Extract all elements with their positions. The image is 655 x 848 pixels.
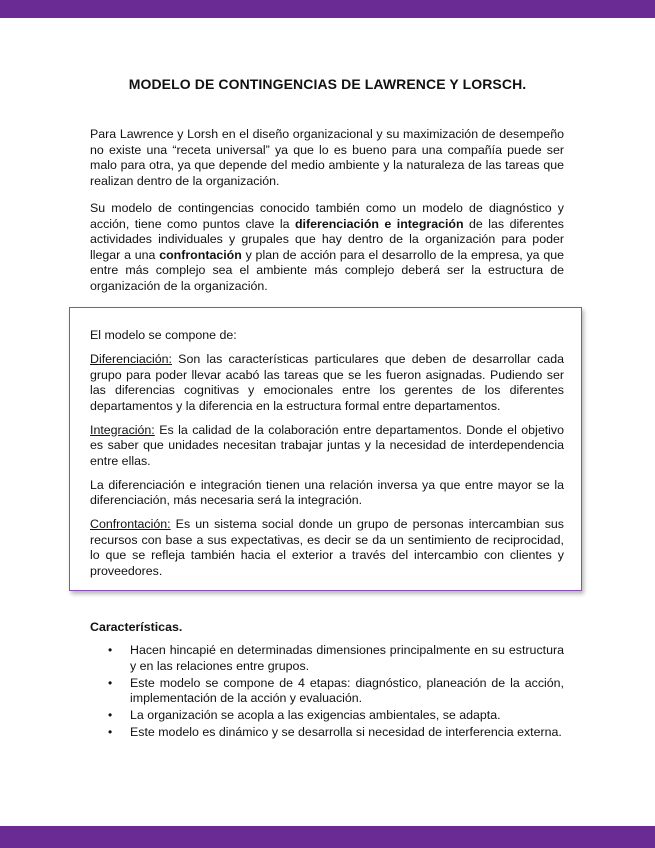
top-accent-band [0, 0, 655, 18]
confrontacion-definition [90, 517, 564, 579]
model-paragraph-text-3: y plan de acción para el desarrollo de la empresa, ya que entre más complejo sea el ambiente más complejo deberá ser la estructura de organización de la organización. [90, 247, 565, 293]
list-item-text: La organización se acopla a las exigencias ambientales, se adapta. [130, 708, 501, 722]
model-paragraph-bold-1: diferenciación e integración [294, 216, 464, 231]
confrontacion-text: Es un sistema social donde un grupo de personas intercambian sus recursos con base a sus expectativas, es decir se da un sentimiento de reciprocidad, lo que se refleja también hacia el exterior a través del intercambio con clientes y proveedores. [90, 517, 564, 578]
diferenciacion-term: Diferenciación: [90, 352, 172, 366]
list-item [90, 708, 564, 724]
integracion-term: Integración: [90, 422, 155, 437]
list-item [90, 643, 564, 674]
inverse-relation-paragraph: La diferenciación e integración tienen una relación inversa ya que entre mayor se la diferenciación, más necesaria será la integración. [90, 477, 564, 507]
model-paragraph-bold-2: confrontación [159, 247, 242, 262]
characteristics-list [90, 643, 564, 742]
bullet-icon: • [108, 643, 113, 657]
model-paragraph-text-2: de las diferentes actividades individuales y grupales que hay dentro de la organización para poder llegar a una [90, 216, 564, 262]
model-paragraph [90, 201, 564, 294]
list-item [90, 725, 564, 741]
page-title: MODELO DE CONTINGENCIAS DE LAWRENCE Y LORSCH. [128, 76, 527, 92]
bottom-accent-band [0, 826, 655, 848]
model-paragraph-text-1: Su modelo de contingencias conocido también como un modelo de diagnóstico y acción, tiene como puntos clave la [90, 201, 564, 231]
list-item-text: Este modelo se compone de 4 etapas: diagnóstico, planeación de la acción, implementación de la acción y evaluación. [130, 675, 564, 705]
integracion-definition [90, 423, 564, 470]
bullet-icon: • [108, 708, 113, 722]
integracion-text: Es la calidad de la colaboración entre departamentos. Donde el objetivo es saber que unidades necesitan trabajar juntas y la necesidad de interdependencia entre ellas. [90, 422, 564, 468]
box-intro: El modelo se compone de: [90, 328, 237, 342]
diferenciacion-text: Son las características particulares que deben de desarrollar cada grupo para poder llevar acabó las tareas que se les fueron asignadas. Pudiendo ser las diferencias cognitivas y emocionales entre los gerentes de los diferentes departamentos y la diferencia en la estructura formal entre departamentos. [90, 352, 564, 413]
model-components-box [69, 307, 582, 591]
list-item-text: Este modelo es dinámico y se desarrolla si necesidad de interferencia externa. [130, 725, 562, 739]
confrontacion-term: Confrontación: [90, 517, 171, 531]
intro-paragraph: Para Lawrence y Lorsh en el diseño organizacional y su maximización de desempeño no existe una “receta universal” ya que lo es bueno para una compañía puede ser malo para otra, ya que depende del medio ambiente y la naturaleza de las tareas que realizan dentro de la organización. [90, 127, 564, 188]
characteristics-heading: Características. [90, 620, 183, 634]
bullet-icon: • [108, 725, 113, 739]
list-item [90, 676, 564, 707]
bullet-icon: • [108, 675, 113, 690]
diferenciacion-definition [90, 352, 564, 414]
list-item-text: Hacen hincapié en determinadas dimensiones principalmente en su estructura y en las relaciones entre grupos. [130, 643, 564, 673]
